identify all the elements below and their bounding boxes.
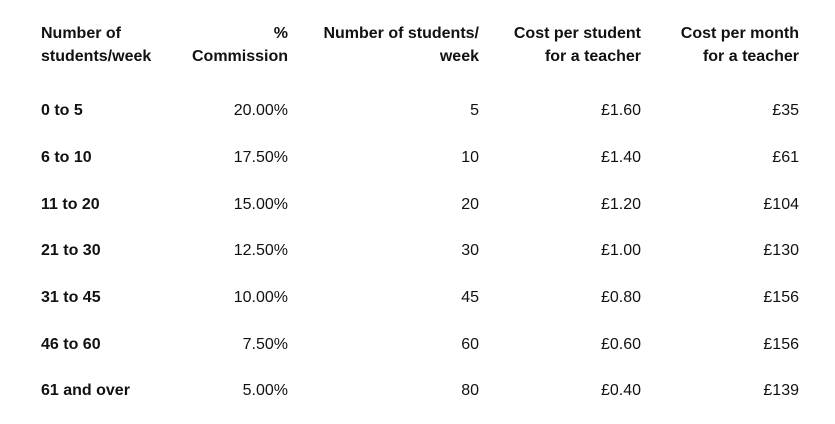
cell-cost-per-student: £1.20	[600, 195, 641, 213]
cell-commission: 20.00%	[233, 102, 288, 120]
cell-commission: 17.50%	[233, 149, 288, 167]
table-row	[41, 228, 799, 275]
header-line: for a teacher	[702, 48, 799, 65]
cell-cost-per-month: £130	[763, 242, 799, 260]
cell-commission: 7.50%	[242, 335, 288, 353]
cell-cost-per-month: £104	[763, 195, 799, 213]
header-line: Cost per student	[513, 25, 641, 42]
cell-commission: 5.00%	[242, 382, 288, 400]
cell-cost-per-student: £1.00	[600, 242, 641, 260]
table-row	[41, 275, 799, 322]
table-row	[41, 181, 799, 228]
cell-cost-per-student: £0.60	[600, 335, 641, 353]
header-commission	[191, 22, 288, 82]
header-line: Number of	[41, 25, 121, 42]
cell-cost-per-month: £139	[763, 382, 799, 400]
cell-students-range: 11 to 20	[41, 195, 100, 213]
commission-table	[41, 22, 799, 415]
cell-students-range: 31 to 45	[41, 289, 101, 307]
cell-cost-per-student: £1.60	[600, 102, 641, 120]
header-cost-per-month	[641, 22, 799, 82]
header-line: students/week	[41, 48, 152, 65]
header-cost-per-student	[479, 22, 641, 82]
header-line: week	[439, 48, 479, 65]
header-line: Cost per month	[680, 25, 799, 42]
table-row	[41, 321, 799, 368]
cell-students: 80	[461, 382, 479, 400]
cell-commission: 12.50%	[233, 242, 288, 260]
cell-students-range: 6 to 10	[41, 149, 92, 167]
cell-commission: 15.00%	[233, 195, 288, 213]
cell-students-range: 21 to 30	[41, 242, 101, 260]
table-row	[41, 82, 799, 135]
cell-students: 45	[461, 289, 479, 307]
header-line: Number of students/	[323, 25, 479, 42]
header-line: for a teacher	[544, 48, 641, 65]
cell-cost-per-month: £35	[772, 102, 799, 120]
cell-cost-per-month: £156	[763, 335, 799, 353]
table-row	[41, 135, 799, 182]
header-number-of-students	[288, 22, 479, 82]
cell-students-range: 46 to 60	[41, 335, 101, 353]
cell-cost-per-student: £0.40	[600, 382, 641, 400]
cell-students: 60	[461, 335, 479, 353]
header-students-per-week	[41, 22, 191, 82]
table-row	[41, 368, 799, 415]
cell-commission: 10.00%	[233, 289, 288, 307]
header-line: %	[273, 25, 288, 42]
cell-students: 10	[461, 149, 479, 167]
commission-table-container	[41, 22, 799, 415]
cell-students: 5	[470, 102, 479, 120]
cell-cost-per-student: £1.40	[600, 149, 641, 167]
header-line: Commission	[191, 48, 288, 65]
cell-students-range: 0 to 5	[41, 102, 83, 120]
cell-students: 20	[461, 195, 479, 213]
cell-cost-per-month: £61	[772, 149, 799, 167]
cell-students: 30	[461, 242, 479, 260]
cell-students-range: 61 and over	[41, 382, 130, 400]
table-header-row	[41, 22, 799, 82]
cell-cost-per-month: £156	[763, 289, 799, 307]
cell-cost-per-student: £0.80	[600, 289, 641, 307]
